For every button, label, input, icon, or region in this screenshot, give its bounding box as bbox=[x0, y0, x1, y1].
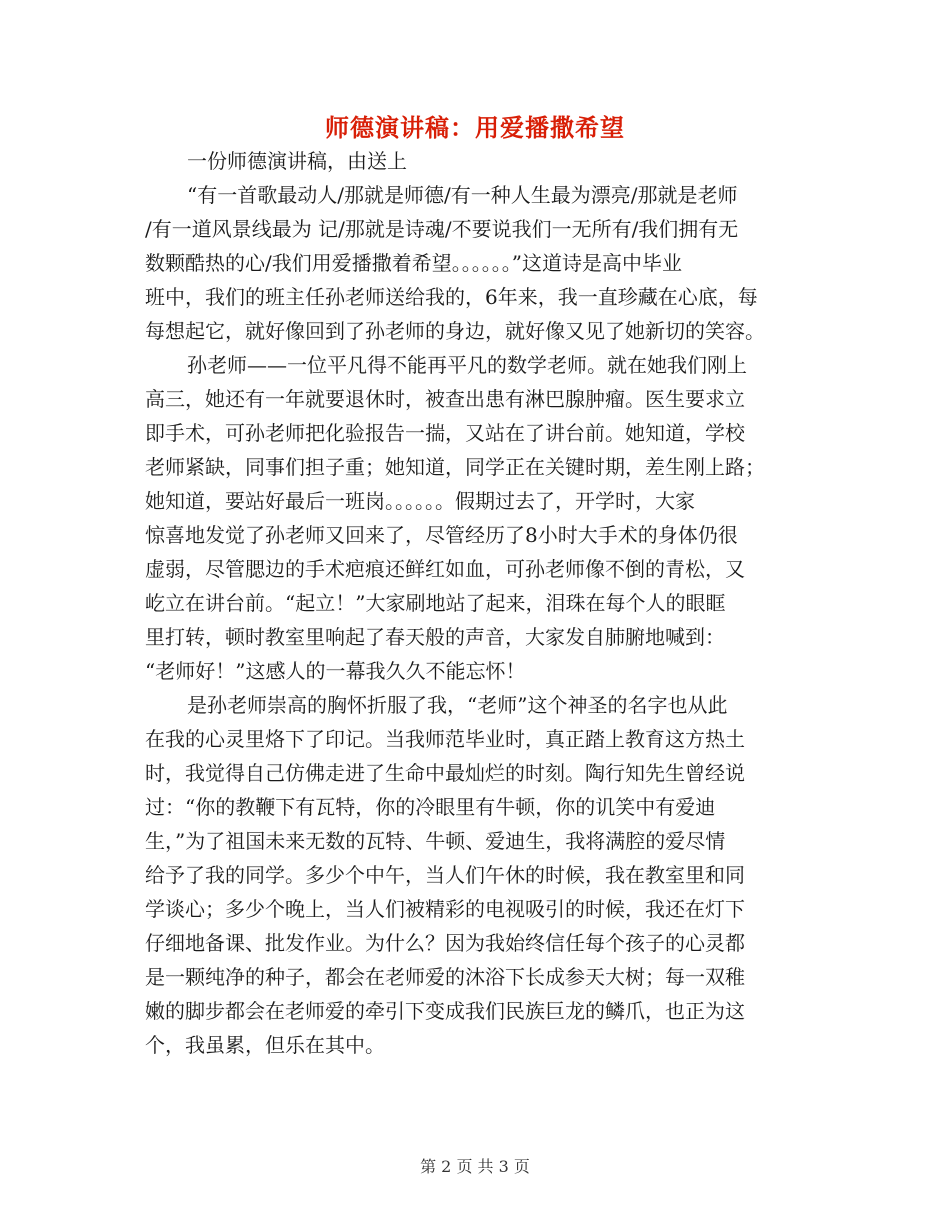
paragraph-line: 孙老师——一位平凡得不能再平凡的数学老师。就在她我们刚上 bbox=[187, 353, 747, 377]
paragraph-line: 时，我觉得自己仿佛走进了生命中最灿烂的时刻。陶行知先生曾经说 bbox=[145, 761, 745, 785]
paragraph-line: 在我的心灵里烙下了印记。当我师范毕业时，真正踏上教育这方热土 bbox=[145, 727, 745, 751]
paragraph-line: 班中，我们的班主任孙老师送给我的，6年来，我一直珍藏在心底，每 bbox=[145, 285, 758, 309]
document-title: 师德演讲稿：用爱播撒希望 bbox=[325, 113, 625, 142]
paragraph-line: 嫩的脚步都会在老师爱的牵引下变成我们民族巨龙的鳞爪，也正为这 bbox=[145, 999, 745, 1023]
paragraph-line: 即手术，可孙老师把化验报告一揣，又站在了讲台前。她知道，学校 bbox=[145, 421, 745, 445]
paragraph-line: 给予了我的同学。多少个中午，当人们午休的时候，我在教室里和同 bbox=[145, 863, 745, 887]
paragraph-line: 老师紧缺，同事们担子重；她知道，同学正在关键时期，差生刚上路； bbox=[145, 455, 765, 479]
document-body bbox=[145, 144, 815, 1062]
paragraph-line: “有一首歌最动人/那就是师德/有一种人生最为漂亮/那就是老师 bbox=[187, 183, 738, 207]
paragraph-line: 屹立在讲台前。“起立！”大家刷地站了起来，泪珠在每个人的眼眶 bbox=[145, 591, 726, 615]
paragraph-line: 过：“你的教鞭下有瓦特，你的冷眼里有牛顿，你的讥笑中有爱迪 bbox=[145, 795, 716, 819]
paragraph-line: 是一颗纯净的种子，都会在老师爱的沐浴下长成参天大树；每一双稚 bbox=[145, 965, 745, 989]
paragraph-line: 高三，她还有一年就要退休时，被查出患有淋巴腺肿瘤。医生要求立 bbox=[145, 387, 745, 411]
paragraph-line: 她知道，要站好最后一班岗。。。。。。假期过去了，开学时，大家 bbox=[145, 489, 695, 513]
paragraph-line: 里打转，顿时教室里响起了春天般的声音，大家发自肺腑地喊到： bbox=[145, 625, 725, 649]
paragraph-line: 生，”为了祖国未来无数的瓦特、牛顿、爱迪生，我将满腔的爱尽情 bbox=[145, 829, 726, 853]
paragraph-line: 数颗酷热的心/我们用爱播撒着希望。。。。。。”这道诗是高中毕业 bbox=[145, 251, 682, 275]
paragraph-line: 每想起它，就好像回到了孙老师的身边，就好像又见了她新切的笑容。 bbox=[145, 319, 765, 343]
paragraph-line: “老师好！”这感人的一幕我久久不能忘怀！ bbox=[145, 659, 526, 683]
paragraph-line: 虚弱，尽管腮边的手术疤痕还鲜红如血，可孙老师像不倒的青松，又 bbox=[145, 557, 745, 581]
page-number-footer: 第 2 页 共 3 页 bbox=[420, 1157, 530, 1176]
paragraph-line: 是孙老师崇高的胸怀折服了我，“老师”这个神圣的名字也从此 bbox=[187, 693, 728, 717]
paragraph-line: 仔细地备课、批发作业。为什么？因为我始终信任每个孩子的心灵都 bbox=[145, 931, 745, 955]
intro-line: 一份师德演讲稿，由送上 bbox=[187, 149, 407, 173]
paragraph-line: 个，我虽累，但乐在其中。 bbox=[145, 1033, 385, 1057]
paragraph-line: 学谈心；多少个晚上，当人们被精彩的电视吸引的时候，我还在灯下 bbox=[145, 897, 745, 921]
paragraph-line: /有一道风景线最为 记/那就是诗魂/不要说我们一无所有/我们拥有无 bbox=[145, 217, 739, 241]
paragraph-line: 惊喜地发觉了孙老师又回来了，尽管经历了8小时大手术的身体仍很 bbox=[145, 523, 738, 547]
